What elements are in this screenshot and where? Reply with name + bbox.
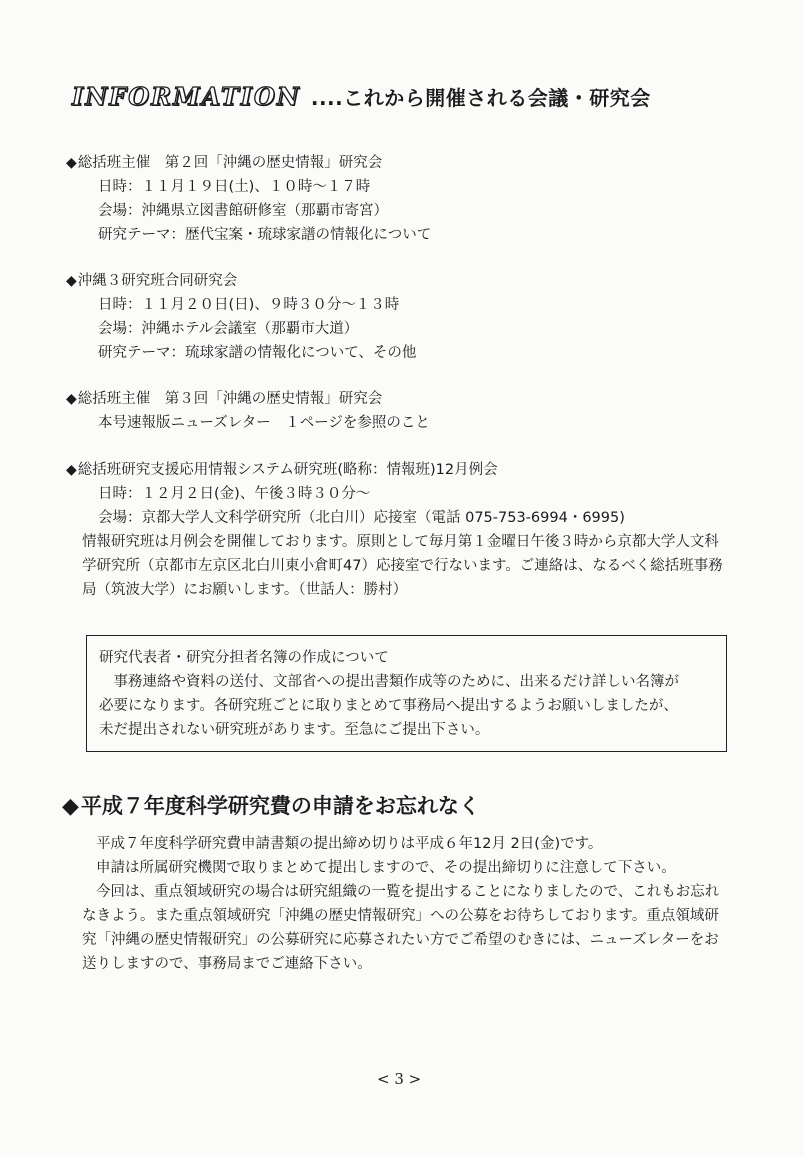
event-paragraph-line: 学研究所（京都市左京区北白川東小倉町47）応接室で行ないます。ご連絡は、なるべく総括班事務 [82,558,723,574]
event-title: ◆総括班主催 第３回「沖縄の歴史情報」研究会 [66,391,383,407]
section-line: なきよう。また重点領域研究「沖縄の歴史情報研究」への公募をお待ちしております。重点領域研 [82,908,719,924]
page-header [72,82,651,111]
event-paragraph-line: 局（筑波大学）にお願いします。（世話人：勝村） [82,582,408,598]
notice-box [86,635,727,752]
diamond-bullet-icon: ◆ [66,155,77,171]
information-heading: INFORMATION [72,82,301,111]
event-title: ◆総括班主催 第２回「沖縄の歴史情報」研究会 [66,155,383,171]
diamond-bullet-icon: ◆ [66,462,77,478]
section-line: 申請は所属研究機関で取りまとめて提出しますので、その提出締切りに注意して下さい。 [96,860,676,876]
event-detail-line: 日時：１１月１９日(土)、１０時～１７時 [98,179,371,195]
notice-line: 事務連絡や資料の送付、文部省への提出書類作成等のために、出来るだけ詳しい名簿が [99,674,679,690]
notice-line: 必要になります。各研究班ごとに取りまとめて事務局へ提出するようお願いしましたが、 [99,698,678,714]
event-title: ◆沖縄３研究班合同研究会 [66,273,238,289]
page-number: < 3 > [377,1070,422,1088]
header-subtitle: ....これから開催される会議・研究会 [310,86,651,110]
event-title: ◆総括班研究支援応用情報システム研究班(略称：情報班)12月例会 [66,462,498,478]
event-paragraph-line: 情報研究班は月例会を開催しております。原則として毎月第１金曜日午後３時から京都大学人文科 [82,534,719,550]
section-line: 平成７年度科学研究費申請書類の提出締め切りは平成６年12月 2日(金)です。 [96,836,603,852]
diamond-bullet-icon: ◆ [66,391,77,407]
event-detail-line: 研究テーマ：歴代宝案・琉球家譜の情報化について [98,227,432,243]
event-detail-line: 会場：沖縄県立図書館研修室（那覇市寄宮） [98,203,388,219]
event-detail-line: 会場：京都大学人文科学研究所（北白川）応接室（電話 075-753-6994・6995) [98,510,625,526]
event-detail-line: 研究テーマ：琉球家譜の情報化について、その他 [98,345,417,361]
event-detail-line: 会場：沖縄ホテル会議室（那覇市大道） [98,321,359,337]
diamond-bullet-icon: ◆ [66,273,77,289]
section-heading: ◆平成７年度科学研究費の申請をお忘れなく [62,794,480,819]
section-line: 今回は、重点領域研究の場合は研究組織の一覧を提出することになりましたので、これもお忘れ [96,884,720,900]
diamond-bullet-icon: ◆ [62,794,79,819]
event-detail-line: 本号速報版ニューズレター １ページを参照のこと [98,415,430,431]
notice-line: 未だ提出されない研究班があります。至急にご提出下さい。 [99,722,490,738]
event-detail-line: 日時：１１月２０日(日)、９時３０分～１３時 [98,297,400,313]
notice-title: 研究代表者・研究分担者名簿の作成について [99,650,389,666]
section-line: 究「沖縄の歴史情報研究」の公募研究に応募されたい方でご希望のむきには、ニューズレターをお [82,932,719,948]
event-detail-line: 日時：１２月２日(金)、午後３時３０分～ [98,486,371,502]
section-line: 送りしますので、事務局までご連絡下さい。 [82,956,372,972]
